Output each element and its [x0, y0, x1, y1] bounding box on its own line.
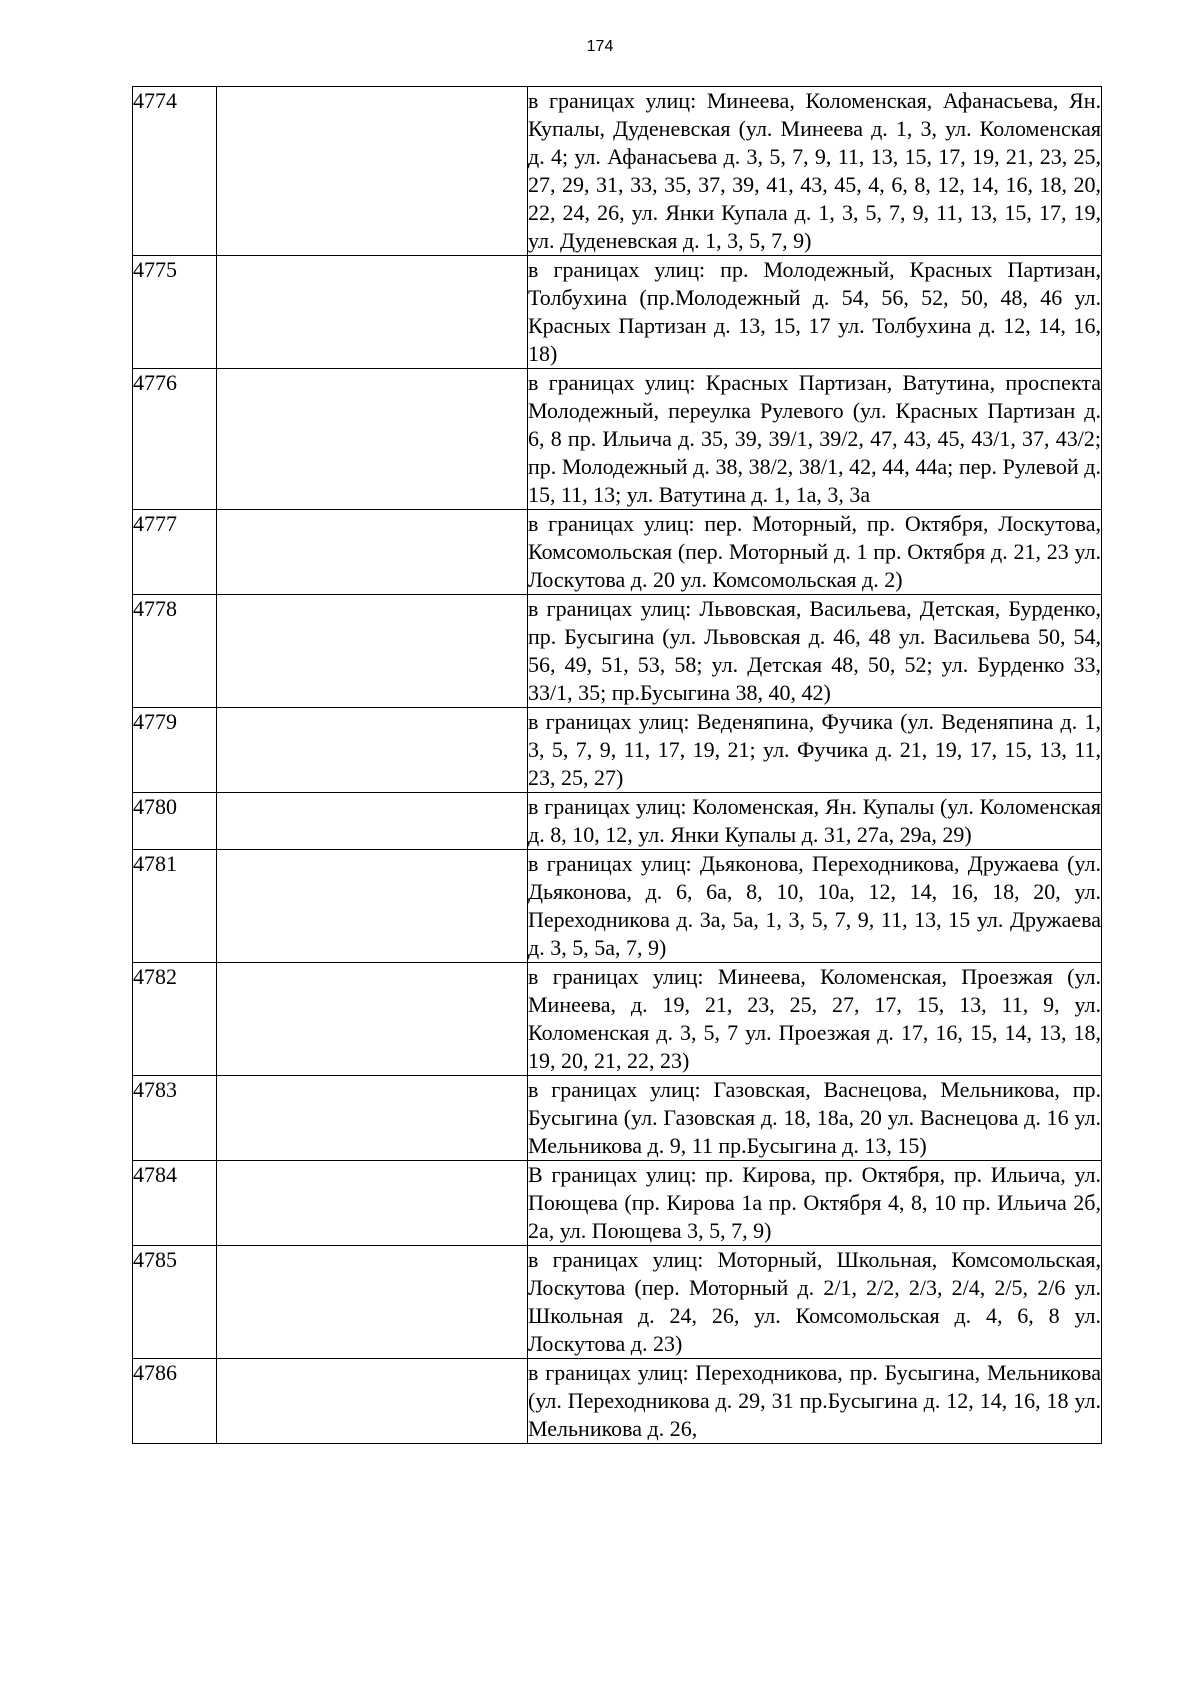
row-number: 4777	[133, 510, 217, 595]
row-number: 4774	[133, 87, 217, 256]
empty-cell	[217, 850, 528, 963]
empty-cell	[217, 87, 528, 256]
address-table	[132, 86, 1102, 1444]
empty-cell	[217, 256, 528, 369]
table-row	[133, 369, 1102, 510]
row-number: 4775	[133, 256, 217, 369]
row-number: 4785	[133, 1246, 217, 1359]
row-number: 4776	[133, 369, 217, 510]
address-description: в границах улиц: Веденяпина, Фучика (ул. Веденяпина д. 1, 3, 5, 7, 9, 11, 17, 19, 21; ул. Фучика д. 21, 19, 17, 15, 13, 11, 23, 25, 27)	[528, 708, 1102, 793]
table-row	[133, 793, 1102, 850]
empty-cell	[217, 369, 528, 510]
empty-cell	[217, 510, 528, 595]
table-row	[133, 850, 1102, 963]
page-number: 174	[586, 38, 614, 55]
address-description: в границах улиц: пр. Молодежный, Красных Партизан, Толбухина (пр.Молодежный д. 54, 56, 52, 50, 48, 46 ул. Красных Партизан д. 13, 15, 17 ул. Толбухина д. 12, 14, 16, 18)	[528, 256, 1102, 369]
address-description: в границах улиц: Дьяконова, Переходникова, Дружаева (ул. Дьяконова, д. 6, 6а, 8, 10, 10а, 12, 14, 16, 18, 20, ул. Переходникова д. 3а, 5а, 1, 3, 5, 7, 9, 11, 13, 15 ул. Дружаева д. 3, 5, 5а, 7, 9)	[528, 850, 1102, 963]
row-number: 4783	[133, 1076, 217, 1161]
address-description: в границах улиц: Коломенская, Ян. Купалы (ул. Коломенская д. 8, 10, 12, ул. Янки Купалы д. 31, 27а, 29а, 29)	[528, 793, 1102, 850]
row-number: 4778	[133, 595, 217, 708]
table-row	[133, 708, 1102, 793]
empty-cell	[217, 595, 528, 708]
empty-cell	[217, 708, 528, 793]
row-number: 4779	[133, 708, 217, 793]
empty-cell	[217, 1359, 528, 1444]
address-description: в границах улиц: Моторный, Школьная, Комсомольская, Лоскутова (пер. Моторный д. 2/1, 2/2, 2/3, 2/4, 2/5, 2/6 ул. Школьная д. 24, 26, ул. Комсомольская д. 4, 6, 8 ул. Лоскутова д. 23)	[528, 1246, 1102, 1359]
table-row	[133, 595, 1102, 708]
table-row	[133, 510, 1102, 595]
empty-cell	[217, 1161, 528, 1246]
table-row	[133, 1359, 1102, 1444]
address-description: в границах улиц: Минеева, Коломенская, Афанасьева, Ян. Купалы, Дуденевская (ул. Минеева д. 1, 3, ул. Коломенская д. 4; ул. Афанасьева д. 3, 5, 7, 9, 11, 13, 15, 17, 19, 21, 23, 25, 27, 29, 31, 33, 35, 37, 39, 41, 43, 45, 4, 6, 8, 12, 14, 16, 18, 20, 22, 24, 26, ул. Янки Купала д. 1, 3, 5, 7, 9, 11, 13, 15, 17, 19, ул. Дуденевская д. 1, 3, 5, 7, 9)	[528, 87, 1102, 256]
row-number: 4780	[133, 793, 217, 850]
empty-cell	[217, 1076, 528, 1161]
address-description: в границах улиц: Львовская, Васильева, Детская, Бурденко, пр. Бусыгина (ул. Львовская д. 46, 48 ул. Васильева 50, 54, 56, 49, 51, 53, 58; ул. Детская 48, 50, 52; ул. Бурденко 33, 33/1, 35; пр.Бусыгина 38, 40, 42)	[528, 595, 1102, 708]
table-row	[133, 963, 1102, 1076]
address-table-body	[133, 87, 1102, 1444]
address-description: в границах улиц: Минеева, Коломенская, Проезжая (ул. Минеева, д. 19, 21, 23, 25, 27, 17, 15, 13, 11, 9, ул. Коломенская д. 3, 5, 7 ул. Проезжая д. 17, 16, 15, 14, 13, 18, 19, 20, 21, 22, 23)	[528, 963, 1102, 1076]
address-description: В границах улиц: пр. Кирова, пр. Октября, пр. Ильича, ул. Поющева (пр. Кирова 1а пр. Октября 4, 8, 10 пр. Ильича 2б, 2а, ул. Поющева 3, 5, 7, 9)	[528, 1161, 1102, 1246]
address-description: в границах улиц: Переходникова, пр. Бусыгина, Мельникова (ул. Переходникова д. 29, 31 пр.Бусыгина д. 12, 14, 16, 18 ул. Мельникова д. 26,	[528, 1359, 1102, 1444]
address-description: в границах улиц: пер. Моторный, пр. Октября, Лоскутова, Комсомольская (пер. Моторный д. 1 пр. Октября д. 21, 23 ул. Лоскутова д. 20 ул. Комсомольская д. 2)	[528, 510, 1102, 595]
empty-cell	[217, 963, 528, 1076]
row-number: 4781	[133, 850, 217, 963]
row-number: 4786	[133, 1359, 217, 1444]
row-number: 4782	[133, 963, 217, 1076]
row-number: 4784	[133, 1161, 217, 1246]
address-description: в границах улиц: Газовская, Васнецова, Мельникова, пр. Бусыгина (ул. Газовская д. 18, 18а, 20 ул. Васнецова д. 16 ул. Мельникова д. 9, 11 пр.Бусыгина д. 13, 15)	[528, 1076, 1102, 1161]
empty-cell	[217, 793, 528, 850]
table-row	[133, 87, 1102, 256]
address-description: в границах улиц: Красных Партизан, Ватутина, проспекта Молодежный, переулка Рулевого (ул. Красных Партизан д. 6, 8 пр. Ильича д. 35, 39, 39/1, 39/2, 47, 43, 45, 43/1, 37, 43/2; пр. Молодежный д. 38, 38/2, 38/1, 42, 44, 44а; пер. Рулевой д. 15, 11, 13; ул. Ватутина д. 1, 1а, 3, 3а	[528, 369, 1102, 510]
empty-cell	[217, 1246, 528, 1359]
table-row	[133, 1246, 1102, 1359]
table-row	[133, 1161, 1102, 1246]
table-row	[133, 1076, 1102, 1161]
table-row	[133, 256, 1102, 369]
